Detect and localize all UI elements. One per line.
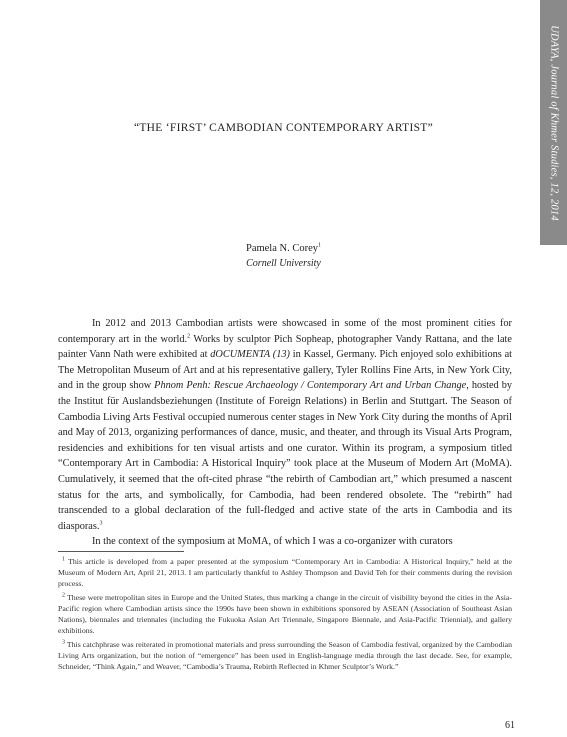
running-head: UDAYA, Journal of Khmer Studies, 12, 2014 bbox=[548, 24, 559, 221]
footnote-ref-3[interactable]: 3 bbox=[99, 520, 103, 527]
exhibition-title: dOCUMENTA (13) bbox=[210, 349, 290, 361]
footnotes bbox=[58, 556, 512, 675]
footnote-ref-1[interactable]: 1 bbox=[318, 242, 322, 249]
page-number: 61 bbox=[505, 720, 515, 731]
article-title: “THE ‘FIRST’ CAMBODIAN CONTEMPORARY ARTIST” bbox=[133, 122, 434, 134]
paragraph-1: In 2012 and 2013 Cambodian artists were showcased in some of the most prominent cities for contemporary art in the world.$^2$ Works by sculptor Pich Sopheap, photographer Vandy Rattana, and the late painter Vann Nath were exhibited at dOCUMENTA (13) in Kassel, Germany. Pich enjoyed solo exhibitions at The Metropolitan Museum of Art and at his representative gallery, Tyler Rollins Fine Arts, in New York City, and in the group show Phnom Penh: Rescue Archaeology / Contemporary Art and Urban Change, hosted by the Institut für Auslandsbeziehungen (Institute of Foreign Relations) in Berlin and Stuttgart. The Season of Cambodia Living Arts Festival occupied numerous center stages in New York City during the months of April and May of 2013, organizing performances of dance, music, and theater, and through its Visual Arts Program, residencies and exhibitions for ten visual artists and one curator. Within its program, a symposium titled “Contemporary Art in Cambodia: A Historical Inquiry” took place at the Museum of Modern Art (MoMA). Cumulatively, it seemed that the oft-cited phrase “the rebirth of Cambodian art,” which presumed a nascent status for the arts, and symbolically, for Cambodia, had been rendered obsolete. The “rebirth” had transcended to a global declaration of the full-fledged and active state of the arts in Cambodia and its diasporas.$^3$ bbox=[58, 318, 513, 532]
author-line bbox=[0, 243, 567, 254]
footnote-ref-2[interactable]: 2 bbox=[187, 333, 191, 340]
group-show-title: Phnom Penh: Rescue Archaeology / Contemporary Art and Urban Change bbox=[154, 380, 467, 392]
paragraph-2: In the context of the symposium at MoMA, of which I was a co-organizer with curators bbox=[92, 536, 453, 548]
footnote: $^1$ This article is developed from a paper presented at the symposium “Contemporary Art in Cambodia: A Historical Inquiry,” held at the Museum of Modern Art, April 21, 2013. I am particularly thankful to Ashley Thompson and David Teh for their comments during the revision process. bbox=[58, 556, 512, 588]
footnote: $^3$ This catchphrase was reiterated in promotional materials and press surrounding the Season of Cambodia festival, organized by the Cambodian Living Arts organization, but the notion of “emergence” has been used in English-language media through the last decade. See, for example, Schneider, “Think Again,” and Weaver, “Cambodia’s Trauma, Rebirth Reflected in Khmer Sculptor’s Work.” bbox=[58, 639, 512, 671]
author-affiliation: Cornell University bbox=[246, 258, 321, 269]
footnote: $^2$ These were metropolitan sites in Europe and the United States, thus marking a change in the circuit of visibility beyond the cities in the Asia-Pacific region where Cambodian artists since the 1990s have been shown in exhibitions sponsored by ASEAN (Association of Southeast Asian Nations), biennales and triennales (including the Fukuoka Asian Art Triennale, Singapore Biennale, and Asia-Pacific Triennial), and gallery exhibitions. bbox=[58, 592, 512, 635]
article-body bbox=[58, 316, 512, 550]
author-name: Pamela N. Corey bbox=[245, 243, 319, 254]
footnote-divider bbox=[58, 551, 184, 552]
